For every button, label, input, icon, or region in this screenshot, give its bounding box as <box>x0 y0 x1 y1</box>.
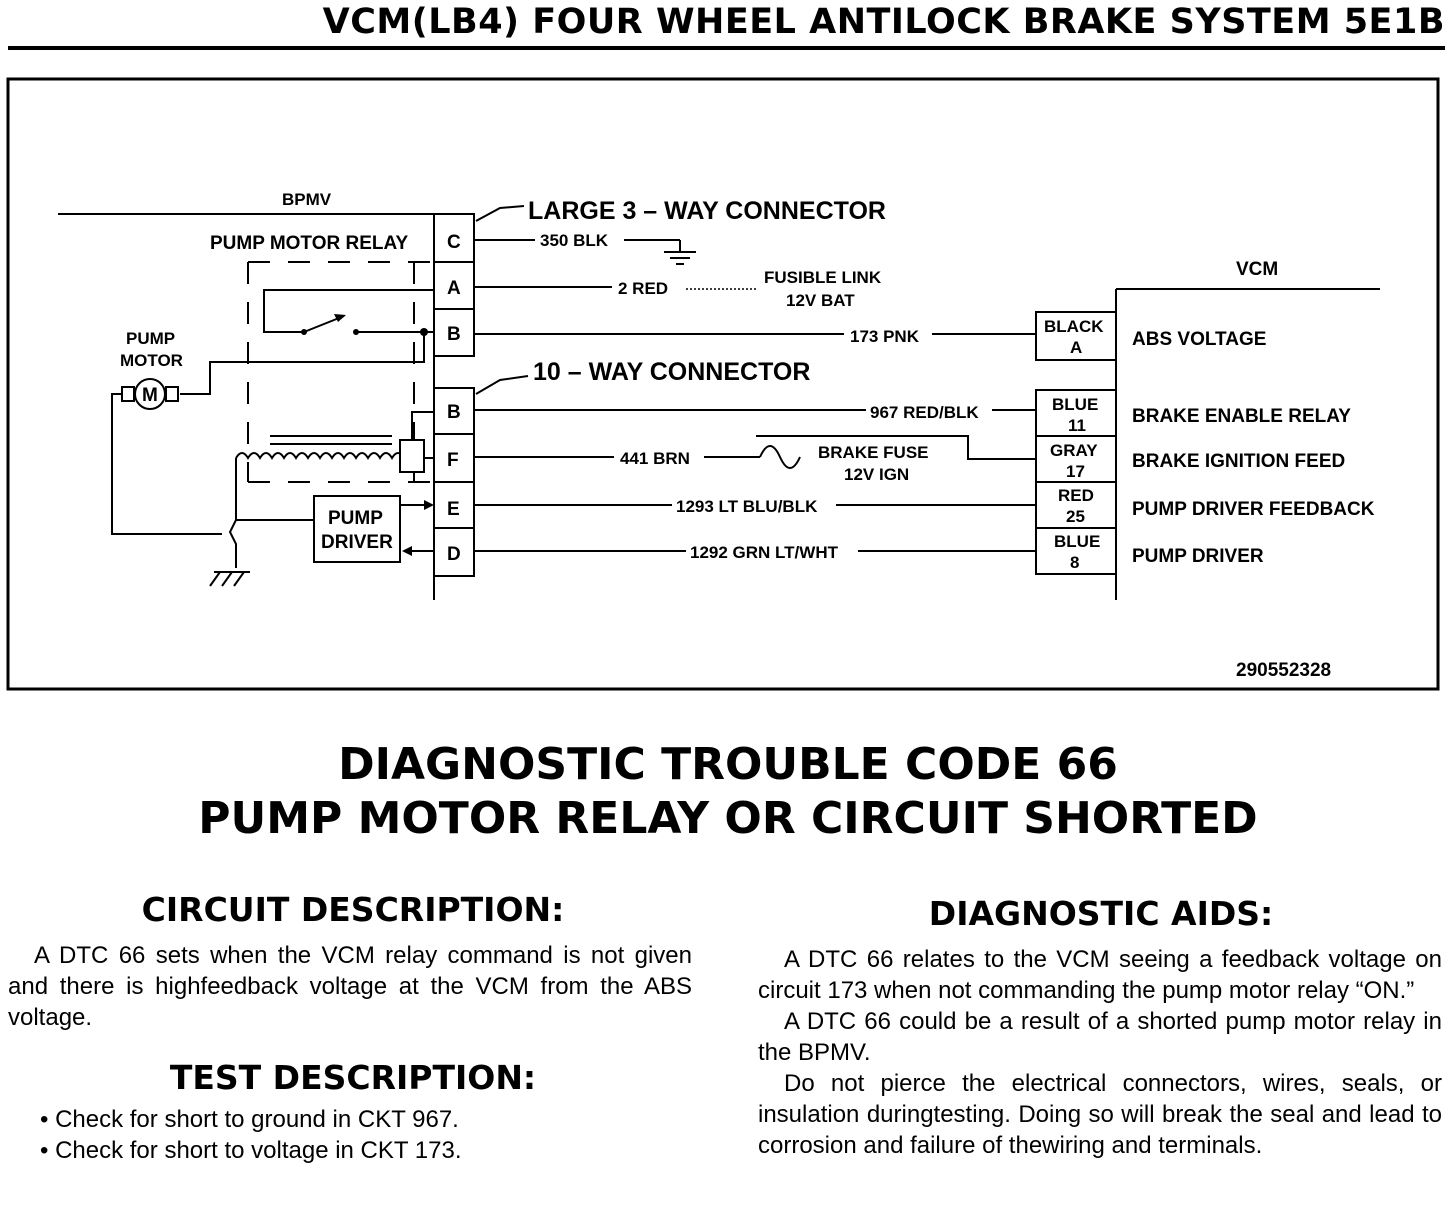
vcm-pin-1-line2: A <box>1070 338 1083 357</box>
motor-terminal-right <box>166 387 178 401</box>
diagnostic-aids-heading: DIAGNOSTIC AIDS: <box>928 894 1274 933</box>
pin-d: D <box>447 544 461 565</box>
wire-b-label: 173 PNK <box>850 327 919 346</box>
pump-driver-label-1: PUMP <box>328 508 383 529</box>
test-description-heading: TEST DESCRIPTION: <box>169 1058 537 1097</box>
pin-c: C <box>447 232 461 253</box>
page-header-title: VCM(LB4) FOUR WHEEL ANTILOCK BRAKE SYSTEM 5E1B <box>322 2 1445 42</box>
dtc-title-line-2: PUMP MOTOR RELAY OR CIRCUIT SHORTED <box>198 793 1258 844</box>
test-description-bullet: • Check for short to ground in CKT 967. <box>40 1106 459 1133</box>
circuit-description-heading: CIRCUIT DESCRIPTION: <box>141 890 565 929</box>
vcm-pin-2-function: BRAKE ENABLE RELAY <box>1132 406 1351 427</box>
vcm-pin-1-function: ABS VOLTAGE <box>1132 329 1267 350</box>
vcm-pin-3-function: BRAKE IGNITION FEED <box>1132 451 1346 472</box>
wire-f-label: 441 BRN <box>620 449 690 468</box>
wire-b2-label: 967 RED/BLK <box>870 403 979 422</box>
wire-a-label: 2 RED <box>618 279 669 298</box>
vcm-pin-3-line2: 17 <box>1066 462 1085 481</box>
dtc-title-line-1: DIAGNOSTIC TROUBLE CODE 66 <box>338 739 1118 790</box>
pump-driver-arrow-out <box>424 500 434 510</box>
pin-b: B <box>447 324 461 345</box>
pump-motor-label-2: MOTOR <box>120 351 183 370</box>
fusible-link-label-1: FUSIBLE LINK <box>764 268 882 287</box>
circuit-description-paragraph: A DTC 66 sets when the VCM relay command is not given and there is highfeedback voltage at the VCM from the ABS voltage. <box>8 942 692 1031</box>
vcm-pin-5-function: PUMP DRIVER <box>1132 546 1264 567</box>
wire-d-label: 1292 GRN LT/WHT <box>690 543 838 562</box>
pin-a: A <box>447 278 461 299</box>
pin-f: F <box>447 450 459 471</box>
vcm-pin-1-line1: BLACK <box>1044 317 1104 336</box>
vcm-pin-5-line2: 8 <box>1070 553 1080 572</box>
vcm-pin-4-function: PUMP DRIVER FEEDBACK <box>1132 499 1375 520</box>
vcm-pin-4-line1: RED <box>1058 486 1094 505</box>
brake-fuse-label-1: BRAKE FUSE <box>818 443 929 462</box>
diagnostic-aids-paragraph: Do not pierce the electrical connectors, wires, seals, or insulation duringtesting. Doing so will break the seal and lead to corrosion and failure of thewiring and terminals. <box>758 1070 1442 1159</box>
vcm-pin-3-line1: GRAY <box>1050 441 1098 460</box>
fusible-link-label-2: 12V BAT <box>786 291 855 310</box>
bpmv-label: BPMV <box>282 190 332 209</box>
wire-e-label: 1293 LT BLU/BLK <box>676 497 818 516</box>
vcm-pin-4-line2: 25 <box>1066 507 1085 526</box>
test-description-bullet: • Check for short to voltage in CKT 173. <box>40 1137 462 1164</box>
coil-diode <box>400 440 424 472</box>
10way-connector-label: 10 – WAY CONNECTOR <box>533 358 811 386</box>
motor-letter: M <box>142 385 158 406</box>
wire-c-label: 350 BLK <box>540 231 609 250</box>
pin-b-10way: B <box>447 402 461 423</box>
vcm-label: VCM <box>1236 259 1279 280</box>
pump-motor-label-1: PUMP <box>126 329 176 348</box>
vcm-pin-2-line1: BLUE <box>1052 395 1099 414</box>
relay-switch-arrow <box>334 314 346 322</box>
test-description-list <box>40 1104 462 1166</box>
vcm-pin-5-line1: BLUE <box>1054 532 1101 551</box>
large-3way-connector-label: LARGE 3 – WAY CONNECTOR <box>528 197 886 225</box>
brake-fuse-label-2: 12V IGN <box>844 465 910 484</box>
pump-driver-arrow-in <box>402 546 412 556</box>
pump-driver-label-2: DRIVER <box>321 532 393 553</box>
pump-motor-relay-label: PUMP MOTOR RELAY <box>210 233 409 254</box>
diagnostic-aids-paragraph: A DTC 66 could be a result of a shorted pump motor relay in the BPMV. <box>758 1008 1442 1066</box>
vcm-pin-2-line2: 11 <box>1068 416 1086 435</box>
diagnostic-aids-text <box>758 944 1442 1161</box>
pin-e: E <box>447 499 460 520</box>
figure-number: 290552328 <box>1236 660 1332 681</box>
motor-terminal-left <box>122 387 134 401</box>
brake-fuse-symbol <box>760 446 800 468</box>
diagnostic-aids-paragraph: A DTC 66 relates to the VCM seeing a feedback voltage on circuit 173 when not commanding the pump motor relay “ON.” <box>758 946 1442 1004</box>
circuit-description-text <box>8 940 692 1033</box>
relay-coil <box>236 453 404 458</box>
